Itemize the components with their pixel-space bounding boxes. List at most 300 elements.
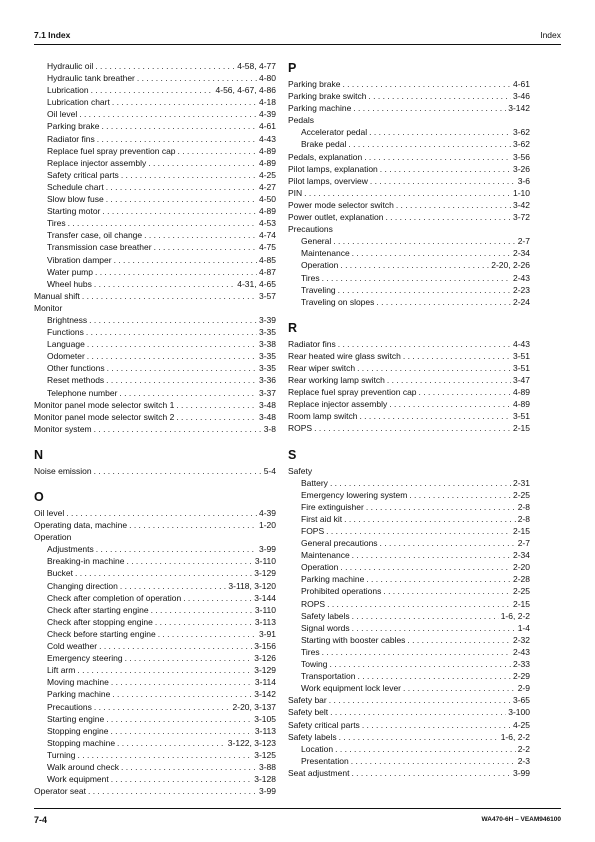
index-entry-pilot-lamps-overview <box>288 175 530 187</box>
entry-page-ref: 2-32 <box>512 634 530 645</box>
dot-leader <box>95 60 235 72</box>
index-entry-power-outlet-explanation <box>288 211 530 223</box>
entry-page-ref: 3-57 <box>258 290 276 301</box>
entry-term: Battery <box>301 477 328 488</box>
entry-term: Seat adjustment <box>288 767 350 778</box>
index-entry-transportation <box>288 670 530 682</box>
entry-term: Parking brake <box>47 121 100 132</box>
index-entry-replace-fuel-spray-prevention-cap <box>34 145 276 157</box>
entry-term: Turning <box>47 749 76 760</box>
entry-page-ref: 1-4 <box>517 622 530 633</box>
entry-term: Pedals <box>288 115 314 126</box>
dot-leader <box>125 652 253 664</box>
entry-page-ref: 3-110 <box>254 556 276 567</box>
index-entry-tires <box>288 272 530 284</box>
index-entry-operator-seat <box>34 785 276 797</box>
entry-page-ref: 4-25 <box>258 169 276 180</box>
entry-term: Traveling on slopes <box>301 296 375 307</box>
entry-term: Maintenance <box>301 550 350 561</box>
entry-term: Replace fuel spray prevention cap <box>47 145 176 156</box>
dot-leader <box>352 549 511 561</box>
dot-leader <box>327 598 511 610</box>
entry-page-ref: 3-56 <box>512 151 530 162</box>
entry-term: PIN <box>288 187 303 198</box>
entry-term: Safety critical parts <box>47 169 119 180</box>
entry-term: Monitor <box>34 302 63 313</box>
index-entry-manual-shift <box>34 290 276 302</box>
entry-term: ROPS <box>301 598 326 609</box>
dot-leader <box>351 755 516 767</box>
entry-term: Towing <box>301 659 328 670</box>
entry-term: Tires <box>301 272 320 283</box>
index-entry-maintenance <box>288 247 530 259</box>
entry-term: Traveling <box>301 284 336 295</box>
index-entry-functions <box>34 326 276 338</box>
entry-page-ref: 2-20, 2-26 <box>491 260 530 271</box>
entry-term: Parking brake <box>288 79 341 89</box>
index-entry-rops <box>288 422 530 434</box>
index-entry-operation <box>288 561 530 573</box>
dot-leader <box>178 145 257 157</box>
index-entry-pilot-lamps-explanation <box>288 163 530 175</box>
index-entry-signal-words <box>288 622 530 634</box>
header-rule <box>34 44 561 45</box>
index-entry-safety-labels <box>288 731 530 743</box>
entry-term: FOPS <box>301 526 325 536</box>
index-entry-cold-weather <box>34 640 276 652</box>
entry-term: Adjustments <box>47 544 94 555</box>
dot-leader <box>357 362 511 374</box>
index-entry-safety-labels <box>288 610 530 622</box>
entry-page-ref: 3-105 <box>254 713 276 724</box>
entry-page-ref: 2-15 <box>512 526 530 536</box>
entry-term: Work equipment <box>47 774 109 785</box>
entry-term: Safety labels <box>301 610 350 621</box>
index-letter-r: R <box>288 320 298 335</box>
index-letter-s: S <box>288 447 297 462</box>
entry-term: Operation <box>301 260 339 271</box>
page-number: 7-4 <box>34 815 48 825</box>
index-entry-odometer <box>34 350 276 362</box>
dot-leader <box>87 350 257 362</box>
entry-page-ref: 3-51 <box>512 350 530 361</box>
index-entry-check-before-starting-engine <box>34 628 276 640</box>
entry-page-ref: 3-88 <box>258 761 276 772</box>
entry-page-ref: 2-9 <box>517 683 530 694</box>
index-entry-towing <box>288 658 530 670</box>
entry-term: Parking machine <box>288 103 352 114</box>
entry-term: Breaking-in machine <box>47 556 125 567</box>
entry-page-ref: 4-61 <box>512 79 530 89</box>
index-entry-general-precautions <box>288 537 530 549</box>
entry-term: Radiator fins <box>288 338 336 349</box>
index-entry-rear-heated-wire-glass-switch <box>288 350 530 362</box>
entry-term: Transfer case, oil change <box>47 230 143 241</box>
dot-leader <box>110 725 252 737</box>
entry-page-ref: 4-89 <box>258 145 276 156</box>
section-heading: 7.1 Index <box>34 30 71 40</box>
dot-leader <box>380 163 511 175</box>
dot-leader <box>385 211 511 223</box>
entry-term: Changing direction <box>47 580 118 591</box>
index-column-left <box>34 60 276 797</box>
dot-leader <box>148 157 257 169</box>
entry-term: Lubrication <box>47 85 89 96</box>
entry-term: Radiator fins <box>47 133 95 144</box>
entry-page-ref: 2-29 <box>512 671 530 682</box>
entry-term: Prohibited operations <box>301 586 382 597</box>
index-entry-power-mode-selector-switch <box>288 199 530 211</box>
dot-leader <box>102 205 257 217</box>
entry-page-ref: 3-144 <box>254 592 276 603</box>
entry-term: Water pump <box>47 266 93 277</box>
dot-leader <box>88 785 257 797</box>
dot-leader <box>87 338 257 350</box>
index-entry-oil-level <box>34 108 276 120</box>
index-entry-monitor-system <box>34 423 276 435</box>
dot-leader <box>387 374 511 386</box>
entry-page-ref: 3-72 <box>512 212 530 223</box>
entry-term: Safety critical parts <box>288 719 360 730</box>
entry-page-ref: 3-36 <box>258 375 276 386</box>
entry-page-ref: 3-42 <box>512 199 530 210</box>
index-entry-radiator-fins <box>288 338 530 350</box>
entry-page-ref: 2-20, 3-137 <box>232 701 276 712</box>
entry-page-ref: 3-125 <box>254 749 276 760</box>
entry-page-ref: 4-58, 4-77 <box>237 61 276 71</box>
entry-page-ref: 4-89 <box>258 157 276 168</box>
dot-leader <box>99 640 252 652</box>
entry-page-ref: 2-7 <box>517 538 530 549</box>
index-entry-monitor-panel-mode-selector-switch-2 <box>34 411 276 423</box>
entry-page-ref: 3-99 <box>512 767 530 778</box>
index-entry-starting-motor <box>34 205 276 217</box>
dot-leader <box>94 701 231 713</box>
entry-page-ref: 2-20 <box>512 562 530 573</box>
dot-leader <box>322 646 511 658</box>
entry-term: Bucket <box>47 568 73 579</box>
index-entry-emergency-lowering-system <box>288 489 530 501</box>
dot-leader <box>111 676 253 688</box>
entry-term: Operator seat <box>34 786 86 797</box>
index-heading-monitor <box>34 302 276 314</box>
dot-leader <box>66 507 257 519</box>
index-entry-room-lamp-switch <box>288 410 530 422</box>
index-entry-rear-wiper-switch <box>288 362 530 374</box>
entry-page-ref: 2-28 <box>512 574 530 585</box>
entry-term: Power outlet, explanation <box>288 212 384 223</box>
entry-page-ref: 4-43 <box>512 338 530 349</box>
entry-term: Oil level <box>47 109 78 120</box>
index-entry-starting-with-booster-cables <box>288 634 530 646</box>
entry-term: Other functions <box>47 363 105 374</box>
entry-page-ref: 2-15 <box>512 598 530 609</box>
entry-page-ref: 3-126 <box>254 653 276 664</box>
entry-page-ref: 4-39 <box>258 508 276 518</box>
dot-leader <box>376 296 511 308</box>
entry-term: Check after completion of operation <box>47 592 182 603</box>
entry-page-ref: 3-65 <box>512 695 530 706</box>
index-entry-traveling-on-slopes <box>288 296 530 308</box>
dot-leader <box>351 767 511 779</box>
dot-leader <box>106 181 257 193</box>
entry-page-ref: 3-142 <box>254 689 276 700</box>
dot-leader <box>121 169 257 181</box>
entry-page-ref: 4-89 <box>258 206 276 217</box>
entry-page-ref: 4-85 <box>258 254 276 265</box>
entry-page-ref: 4-56, 4-67, 4-86 <box>215 85 276 96</box>
entry-term: Tires <box>301 646 320 657</box>
dot-leader <box>151 604 253 616</box>
entry-term: Rear wiper switch <box>288 362 356 373</box>
index-entry-brake-pedal <box>288 138 530 150</box>
dot-leader <box>154 241 257 253</box>
entry-term: Language <box>47 339 85 350</box>
dot-leader <box>158 628 257 640</box>
index-entry-schedule-chart <box>34 181 276 193</box>
index-entry-maintenance <box>288 549 530 561</box>
entry-page-ref: 4-87 <box>258 266 276 277</box>
dot-leader <box>79 108 257 120</box>
dot-leader <box>106 713 252 725</box>
dot-leader <box>339 731 499 743</box>
entry-term: Operation <box>34 532 72 543</box>
entry-term: Monitor panel mode selector switch 2 <box>34 411 175 422</box>
dot-leader <box>366 501 516 513</box>
dot-leader <box>407 634 511 646</box>
entry-page-ref: 3-48 <box>258 399 276 410</box>
index-entry-check-after-stopping-engine <box>34 616 276 628</box>
entry-term: Lubrication chart <box>47 97 110 108</box>
entry-page-ref: 2-15 <box>512 423 530 434</box>
index-entry-language <box>34 338 276 350</box>
entry-page-ref: 3-91 <box>258 628 276 639</box>
index-entry-safety-critical-parts <box>34 169 276 181</box>
entry-term: Parking machine <box>47 689 111 700</box>
entry-page-ref: 3-48 <box>258 411 276 422</box>
dot-leader <box>366 573 511 585</box>
dot-leader <box>329 694 511 706</box>
entry-page-ref: 3-129 <box>254 568 276 579</box>
dot-leader <box>338 284 511 296</box>
dot-leader <box>107 362 257 374</box>
entry-term: Check after starting engine <box>47 604 149 615</box>
dot-leader <box>314 422 511 434</box>
entry-term: Tires <box>47 218 66 229</box>
entry-term: Starting with booster cables <box>301 634 406 645</box>
entry-term: Stopping machine <box>47 737 116 748</box>
entry-term: Pilot lamps, overview <box>288 175 368 186</box>
dot-leader <box>89 314 257 326</box>
dot-leader <box>96 543 257 555</box>
dot-leader <box>403 682 516 694</box>
entry-page-ref: 1-20 <box>258 520 276 531</box>
entry-term: Operation <box>301 562 339 573</box>
entry-term: Monitor system <box>34 423 92 434</box>
entry-page-ref: 3-113 <box>254 616 276 627</box>
entry-term: Replace fuel spray prevention cap <box>288 387 417 398</box>
entry-page-ref: 2-43 <box>512 646 530 657</box>
entry-page-ref: 4-80 <box>258 73 276 84</box>
dot-leader <box>369 126 511 138</box>
entry-term: Emergency lowering system <box>301 489 408 500</box>
index-entry-pin <box>288 187 530 199</box>
entry-page-ref: 2-43 <box>512 272 530 283</box>
entry-term: Replace injector assembly <box>47 157 147 168</box>
dot-leader <box>144 229 257 241</box>
entry-term: Cold weather <box>47 641 98 652</box>
index-entry-other-functions <box>34 362 276 374</box>
entry-page-ref: 2-31 <box>512 477 530 488</box>
entry-term: Telephone number <box>47 387 118 398</box>
index-entry-safety-bar <box>288 694 530 706</box>
index-entry-presentation <box>288 755 530 767</box>
index-entry-wheel-hubs <box>34 278 276 290</box>
index-entry-parking-brake <box>34 120 276 132</box>
entry-page-ref: 3-122, 3-123 <box>227 737 276 748</box>
index-entry-noise-emission <box>34 465 276 477</box>
entry-term: Check before starting engine <box>47 628 156 639</box>
entry-page-ref: 4-89 <box>512 387 530 398</box>
entry-term: First aid kit <box>301 513 343 524</box>
index-entry-traveling <box>288 284 530 296</box>
dot-leader <box>114 254 257 266</box>
entry-page-ref: 4-43 <box>258 133 276 144</box>
entry-page-ref: 3-8 <box>263 423 276 434</box>
entry-page-ref: 1-6, 2-2 <box>500 731 530 742</box>
entry-term: Monitor panel mode selector switch 1 <box>34 399 175 410</box>
entry-term: Work equipment lock lever <box>301 683 401 694</box>
entry-term: Transportation <box>301 671 356 682</box>
document-code: WA470-6H – VEAM946100 <box>481 816 561 823</box>
dot-leader <box>176 399 257 411</box>
entry-term: Precautions <box>288 224 333 235</box>
entry-page-ref: 2-7 <box>517 236 530 247</box>
dot-leader <box>68 217 257 229</box>
entry-term: Schedule chart <box>47 181 104 192</box>
entry-term: Walk around check <box>47 761 119 772</box>
entry-term: Pilot lamps, explanation <box>288 163 378 174</box>
index-entry-transfer-case-oil-change <box>34 229 276 241</box>
entry-page-ref: 3-38 <box>258 339 276 350</box>
index-entry-vibration-damper <box>34 254 276 266</box>
entry-page-ref: 4-75 <box>258 242 276 253</box>
index-entry-check-after-starting-engine <box>34 604 276 616</box>
entry-term: Vibration damper <box>47 254 112 265</box>
index-letter-p: P <box>288 61 297 75</box>
dot-leader <box>94 278 235 290</box>
dot-leader <box>389 398 511 410</box>
index-entry-rops <box>288 598 530 610</box>
index-entry-parking-machine <box>34 688 276 700</box>
index-entry-radiator-fins <box>34 133 276 145</box>
index-entry-reset-methods <box>34 374 276 386</box>
entry-term: Safety belt <box>288 707 329 718</box>
entry-page-ref: 2-3 <box>517 755 530 766</box>
dot-leader <box>101 120 257 132</box>
index-entry-transmission-case-breather <box>34 241 276 253</box>
entry-term: Slow blow fuse <box>47 194 104 205</box>
entry-page-ref: 4-27 <box>258 181 276 192</box>
entry-page-ref: 3-62 <box>512 127 530 138</box>
entry-page-ref: 2-8 <box>517 513 530 524</box>
dot-leader <box>340 561 511 573</box>
index-entry-lubrication-chart <box>34 96 276 108</box>
index-entry-rear-working-lamp-switch <box>288 374 530 386</box>
dot-leader <box>353 102 506 114</box>
index-entry-emergency-steering <box>34 652 276 664</box>
dot-leader <box>117 737 226 749</box>
entry-term: Starting motor <box>47 206 101 217</box>
index-entry-adjustments <box>34 543 276 555</box>
entry-term: ROPS <box>288 423 313 434</box>
index-entry-location <box>288 743 530 755</box>
index-entry-bucket <box>34 567 276 579</box>
entry-term: Noise emission <box>34 465 92 476</box>
footer-rule <box>34 808 561 809</box>
index-entry-walk-around-check <box>34 761 276 773</box>
entry-term: Stopping engine <box>47 725 109 736</box>
dot-leader <box>352 247 511 259</box>
index-entry-battery <box>288 477 530 489</box>
dot-leader <box>78 749 253 761</box>
entry-term: Rear heated wire glass switch <box>288 350 401 361</box>
dot-leader <box>358 670 511 682</box>
entry-term: Reset methods <box>47 375 105 386</box>
entry-term: Lift arm <box>47 665 76 676</box>
dot-leader <box>121 761 257 773</box>
entry-page-ref: 2-34 <box>512 550 530 561</box>
index-letter-n: N <box>34 447 44 462</box>
entry-page-ref: 3-129 <box>254 665 276 676</box>
entry-term: Safety bar <box>288 695 327 706</box>
dot-leader <box>75 567 252 579</box>
dot-leader <box>183 592 252 604</box>
dot-leader <box>86 326 257 338</box>
index-entry-work-equipment-lock-lever <box>288 682 530 694</box>
dot-leader <box>383 585 511 597</box>
entry-page-ref: 2-8 <box>517 501 530 512</box>
entry-term: Parking machine <box>301 574 365 585</box>
entry-term: Replace injector assembly <box>288 399 388 410</box>
dot-leader <box>333 235 515 247</box>
index-entry-hydraulic-tank-breather <box>34 72 276 84</box>
entry-term: Hydraulic tank breather <box>47 73 135 84</box>
dot-leader <box>82 290 257 302</box>
entry-page-ref: 4-50 <box>258 194 276 205</box>
dot-leader <box>359 410 511 422</box>
entry-page-ref: 5-4 <box>263 465 276 476</box>
index-entry-parking-brake-switch <box>288 90 530 102</box>
entry-term: Transmission case breather <box>47 242 152 253</box>
entry-page-ref: 2-25 <box>512 586 530 597</box>
entry-page-ref: 3-6 <box>517 175 530 186</box>
dot-leader <box>112 688 252 700</box>
index-entry-brightness <box>34 314 276 326</box>
dot-leader <box>348 138 511 150</box>
dot-leader <box>403 350 511 362</box>
index-entry-replace-injector-assembly <box>34 157 276 169</box>
entry-term: Accelerator pedal <box>301 127 368 138</box>
dot-leader <box>340 259 489 271</box>
index-entry-safety-critical-parts <box>288 719 530 731</box>
index-entry-fops <box>288 525 530 537</box>
index-entry-monitor-panel-mode-selector-switch-1 <box>34 399 276 411</box>
index-entry-seat-adjustment <box>288 767 530 779</box>
entry-page-ref: 4-61 <box>258 121 276 132</box>
entry-page-ref: 3-39 <box>258 314 276 325</box>
dot-leader <box>329 658 511 670</box>
